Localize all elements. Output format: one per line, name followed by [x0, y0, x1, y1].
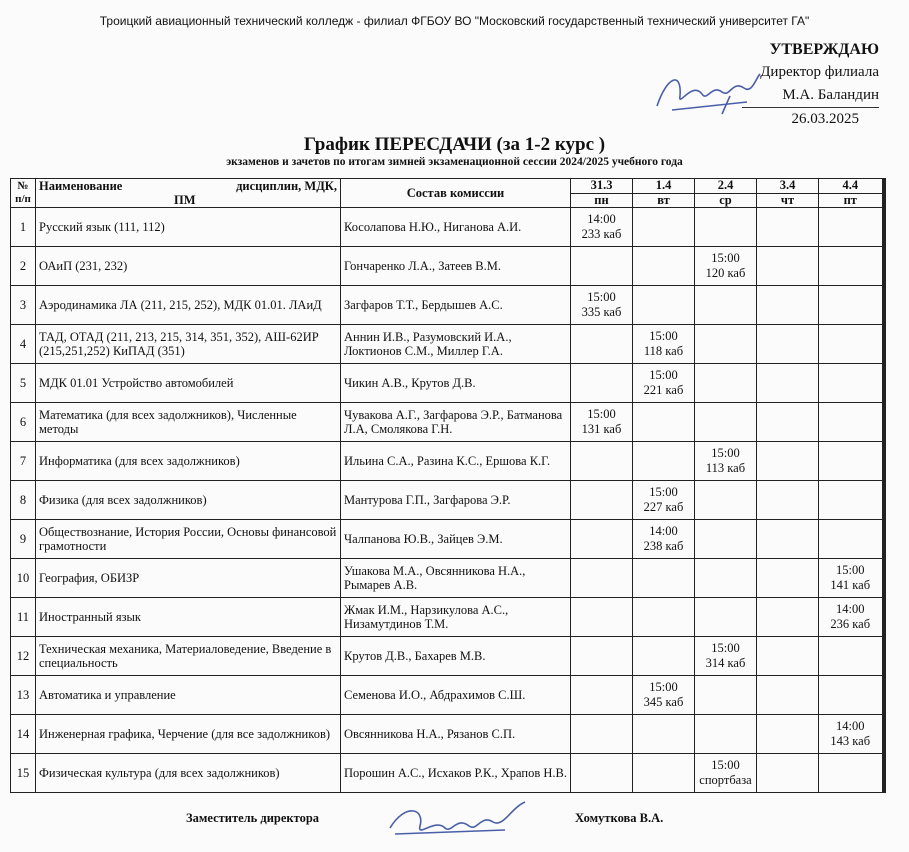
empty-slot [819, 676, 884, 715]
commission-members: Ушакова М.А., Овсянникова Н.А., Рымарев А.В. [341, 559, 571, 598]
exam-time: 15:00 [711, 446, 740, 460]
empty-slot [695, 481, 757, 520]
header-date: 1.4 [633, 179, 695, 194]
exam-slot [571, 403, 633, 442]
row-number: 9 [11, 520, 36, 559]
approval-position: Директор филиала [760, 64, 879, 80]
exam-time: 15:00 [649, 368, 678, 382]
exam-room: 221 каб [643, 383, 684, 397]
exam-slot [695, 637, 757, 676]
header-discipline [36, 179, 341, 208]
exam-room: 141 каб [830, 578, 871, 592]
table-row [11, 403, 884, 442]
commission-members: Чувакова А.Г., Загфарова Э.Р., Батманова Л.А, Смолякова Г.Н. [341, 403, 571, 442]
exam-slot [695, 754, 757, 793]
header-day: вт [633, 193, 695, 208]
table-row [11, 676, 884, 715]
exam-room: 227 каб [643, 500, 684, 514]
row-number: 11 [11, 598, 36, 637]
empty-slot [819, 754, 884, 793]
empty-slot [695, 559, 757, 598]
exam-room: 345 каб [643, 695, 684, 709]
document-title: График ПЕРЕСДАЧИ (за 1-2 курс ) [303, 134, 606, 155]
table-row [11, 520, 884, 559]
empty-slot [819, 286, 884, 325]
header-day: пн [571, 193, 633, 208]
exam-slot [819, 559, 884, 598]
empty-slot [757, 715, 819, 754]
discipline-name: Физическая культура (для всех задолжников) [36, 754, 341, 793]
row-number: 6 [11, 403, 36, 442]
approval-date: 26.03.2025 [791, 111, 859, 127]
exam-time: 15:00 [587, 407, 616, 421]
discipline-name: Автоматика и управление [36, 676, 341, 715]
header-discipline-3: ПМ [174, 193, 196, 207]
exam-slot [633, 676, 695, 715]
commission-members: Мантурова Г.П., Загфарова Э.Р. [341, 481, 571, 520]
header-no: № п/п [11, 179, 36, 208]
commission-members: Гончаренко Л.А., Затеев В.М. [341, 247, 571, 286]
retake-schedule-table [10, 178, 886, 793]
table-row [11, 598, 884, 637]
header-discipline-1: Наименование [39, 179, 123, 193]
empty-slot [695, 676, 757, 715]
discipline-name: Техническая механика, Материаловедение, Введение в специальность [36, 637, 341, 676]
empty-slot [757, 325, 819, 364]
empty-slot [633, 637, 695, 676]
empty-slot [695, 598, 757, 637]
empty-slot [819, 403, 884, 442]
footer-position: Заместитель директора [186, 811, 320, 825]
exam-slot [695, 247, 757, 286]
exam-time: 14:00 [649, 524, 678, 538]
exam-room: 131 каб [581, 422, 622, 436]
exam-room: 236 каб [830, 617, 871, 631]
empty-slot [757, 676, 819, 715]
table-row [11, 208, 884, 247]
empty-slot [757, 208, 819, 247]
empty-slot [571, 247, 633, 286]
table-row [11, 364, 884, 403]
empty-slot [757, 754, 819, 793]
header-day: ср [695, 193, 757, 208]
exam-time: 15:00 [587, 290, 616, 304]
header-date: 2.4 [695, 179, 757, 194]
empty-slot [757, 520, 819, 559]
exam-room: 143 каб [830, 734, 871, 748]
institution-header: Троицкий авиационный технический колледж - филиал ФГБОУ ВО "Московский государственный технический университет ГА" [99, 14, 810, 28]
empty-slot [633, 754, 695, 793]
discipline-name: Инженерная графика, Черчение (для все задолжников) [36, 715, 341, 754]
empty-slot [757, 403, 819, 442]
commission-members: Загфаров Т.Т., Бердышев А.С. [341, 286, 571, 325]
exam-slot [571, 208, 633, 247]
discipline-name: Аэродинамика ЛА (211, 215, 252), МДК 01.01. ЛАиД [36, 286, 341, 325]
exam-time: 15:00 [649, 329, 678, 343]
empty-slot [757, 637, 819, 676]
director-signature [652, 66, 762, 116]
empty-slot [819, 247, 884, 286]
table-row [11, 754, 884, 793]
row-number: 15 [11, 754, 36, 793]
row-number: 13 [11, 676, 36, 715]
empty-slot [633, 598, 695, 637]
empty-slot [571, 754, 633, 793]
exam-room: 120 каб [705, 266, 746, 280]
empty-slot [757, 364, 819, 403]
table-row [11, 442, 884, 481]
commission-members: Овсянникова Н.А., Рязанов С.П. [341, 715, 571, 754]
header-commission: Состав комиссии [341, 179, 571, 208]
exam-slot [571, 286, 633, 325]
approval-title: УТВЕРЖДАЮ [769, 41, 879, 58]
exam-slot [633, 481, 695, 520]
row-number: 2 [11, 247, 36, 286]
row-number: 14 [11, 715, 36, 754]
empty-slot [757, 559, 819, 598]
empty-slot [695, 715, 757, 754]
header-discipline-2: дисциплин, МДК, [236, 179, 337, 193]
empty-slot [819, 637, 884, 676]
exam-time: 15:00 [711, 758, 740, 772]
exam-room: 233 каб [581, 227, 622, 241]
table-row [11, 325, 884, 364]
exam-room: 118 каб [643, 344, 684, 358]
row-number: 3 [11, 286, 36, 325]
table-row [11, 247, 884, 286]
commission-members: Аннин И.В., Разумовский И.А., Локтионов С.М., Миллер Г.А. [341, 325, 571, 364]
empty-slot [819, 520, 884, 559]
exam-time: 15:00 [711, 251, 740, 265]
exam-time: 14:00 [587, 212, 616, 226]
empty-slot [757, 598, 819, 637]
exam-time: 15:00 [711, 641, 740, 655]
empty-slot [819, 364, 884, 403]
table-row [11, 637, 884, 676]
discipline-name: ОАиП (231, 232) [36, 247, 341, 286]
empty-slot [757, 286, 819, 325]
commission-members: Ильина С.А., Разина К.С., Ершова К.Г. [341, 442, 571, 481]
discipline-name: Русский язык (111, 112) [36, 208, 341, 247]
exam-slot [633, 325, 695, 364]
row-number: 4 [11, 325, 36, 364]
discipline-name: Иностранный язык [36, 598, 341, 637]
exam-time: 15:00 [649, 485, 678, 499]
exam-room: 314 каб [705, 656, 746, 670]
header-day: чт [757, 193, 819, 208]
empty-slot [571, 442, 633, 481]
header-date: 4.4 [819, 179, 884, 194]
header-date: 31.3 [571, 179, 633, 194]
table-row [11, 559, 884, 598]
row-number: 8 [11, 481, 36, 520]
empty-slot [571, 520, 633, 559]
discipline-name: География, ОБИЗР [36, 559, 341, 598]
exam-room: 113 каб [705, 461, 746, 475]
table-row [11, 481, 884, 520]
discipline-name: МДК 01.01 Устройство автомобилей [36, 364, 341, 403]
commission-members: Чалпанова Ю.В., Зайцев Э.М. [341, 520, 571, 559]
exam-time: 15:00 [836, 563, 865, 577]
exam-room: 238 каб [643, 539, 684, 553]
exam-slot [695, 442, 757, 481]
exam-slot [819, 715, 884, 754]
empty-slot [695, 325, 757, 364]
empty-slot [633, 247, 695, 286]
empty-slot [819, 325, 884, 364]
discipline-name: Информатика (для всех задолжников) [36, 442, 341, 481]
empty-slot [571, 559, 633, 598]
commission-members: Косолапова Н.Ю., Ниганова А.И. [341, 208, 571, 247]
commission-members: Семенова И.О., Абдрахимов С.Ш. [341, 676, 571, 715]
empty-slot [633, 559, 695, 598]
commission-members: Порошин А.С., Исхаков Р.К., Храпов Н.В. [341, 754, 571, 793]
table-row [11, 715, 884, 754]
discipline-name: Физика (для всех задолжников) [36, 481, 341, 520]
empty-slot [571, 481, 633, 520]
empty-slot [633, 715, 695, 754]
empty-slot [571, 676, 633, 715]
empty-slot [819, 208, 884, 247]
empty-slot [819, 442, 884, 481]
exam-slot [819, 598, 884, 637]
row-number: 12 [11, 637, 36, 676]
empty-slot [633, 403, 695, 442]
exam-room: спортбаза [699, 773, 752, 787]
empty-slot [757, 247, 819, 286]
empty-slot [695, 520, 757, 559]
exam-slot [633, 364, 695, 403]
exam-time: 14:00 [836, 602, 865, 616]
empty-slot [695, 286, 757, 325]
footer-name: Хомуткова В.А. [575, 811, 664, 825]
empty-slot [571, 325, 633, 364]
empty-slot [695, 364, 757, 403]
discipline-name: Математика (для всех задолжников), Численные методы [36, 403, 341, 442]
empty-slot [633, 286, 695, 325]
empty-slot [695, 208, 757, 247]
exam-slot [633, 520, 695, 559]
header-row-dates [11, 179, 884, 194]
exam-room: 335 каб [581, 305, 622, 319]
header-date: 3.4 [757, 179, 819, 194]
row-number: 1 [11, 208, 36, 247]
row-number: 10 [11, 559, 36, 598]
empty-slot [633, 208, 695, 247]
commission-members: Жмак И.М., Нарзикулова А.С., Низамутдинов Т.М. [341, 598, 571, 637]
empty-slot [571, 364, 633, 403]
empty-slot [819, 481, 884, 520]
empty-slot [571, 637, 633, 676]
document-subtitle: экзаменов и зачетов по итогам зимней экзаменационной сессии 2024/2025 учебного года [226, 156, 683, 168]
empty-slot [571, 598, 633, 637]
exam-time: 15:00 [649, 680, 678, 694]
exam-time: 14:00 [836, 719, 865, 733]
commission-members: Крутов Д.В., Бахарев М.В. [341, 637, 571, 676]
row-number: 5 [11, 364, 36, 403]
table-row [11, 286, 884, 325]
discipline-name: Обществознание, История России, Основы финансовой грамотности [36, 520, 341, 559]
commission-members: Чикин А.В., Крутов Д.В. [341, 364, 571, 403]
header-day: пт [819, 193, 884, 208]
empty-slot [757, 442, 819, 481]
empty-slot [757, 481, 819, 520]
empty-slot [633, 442, 695, 481]
deputy-signature [385, 798, 535, 844]
empty-slot [571, 715, 633, 754]
discipline-name: ТАД, ОТАД (211, 213, 215, 314, 351, 352), АШ-62ИР (215,251,252) КиПАД (351) [36, 325, 341, 364]
row-number: 7 [11, 442, 36, 481]
empty-slot [695, 403, 757, 442]
approval-name: М.А. Баландин [742, 84, 879, 108]
